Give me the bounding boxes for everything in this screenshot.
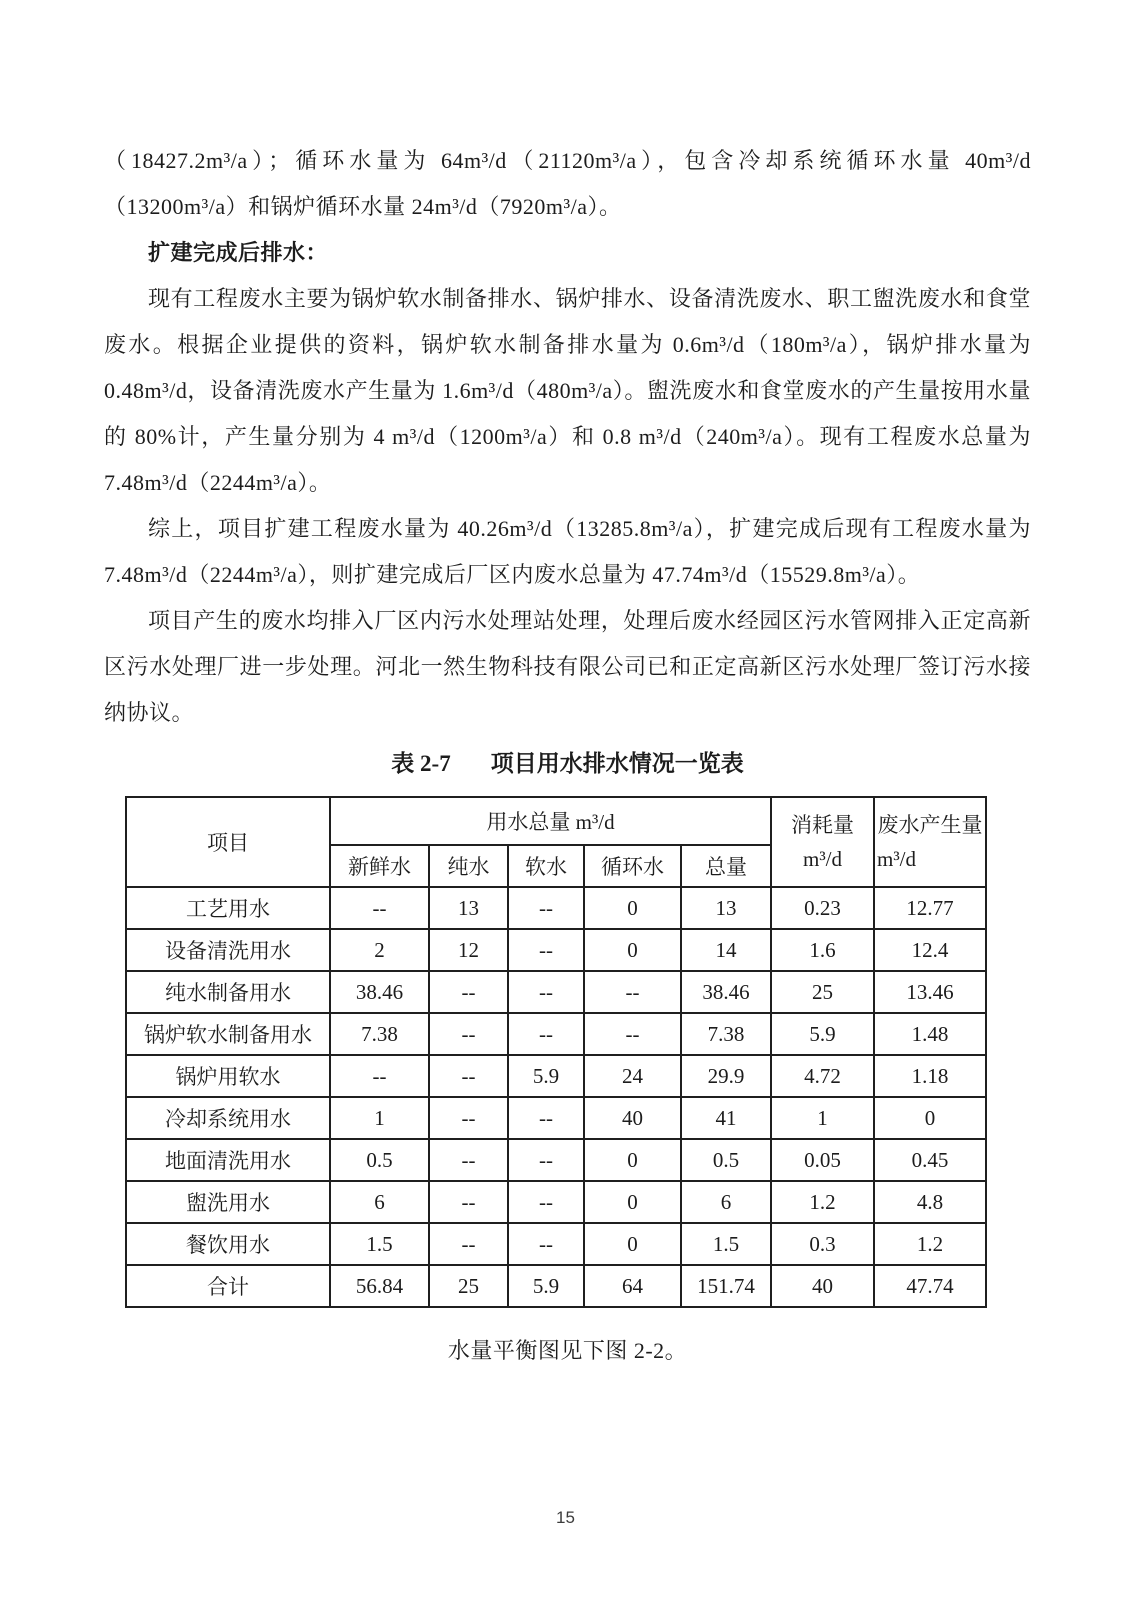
table-caption [104, 748, 1031, 780]
table-cell: -- [508, 1013, 584, 1055]
table-cell: 1 [771, 1097, 874, 1139]
table-cell: -- [429, 1181, 508, 1223]
table-row [126, 1013, 986, 1055]
col-header-consumption-label: 消耗量 [791, 813, 854, 837]
table-cell: 0 [584, 929, 681, 971]
table-row [126, 1181, 986, 1223]
table-cell: 0.05 [771, 1139, 874, 1181]
paragraph-wastewater-summary: 综上，项目扩建工程废水量为 40.26m³/d（13285.8m³/a），扩建完成后现有工程废水量为 7.48m³/d（2244m³/a），则扩建完成后厂区内废水总量为 47.74m³/d（15529.8m³/a）。 [104, 516, 1031, 587]
table-cell: 4.8 [874, 1181, 986, 1223]
table-cell: -- [508, 1139, 584, 1181]
table-cell: 25 [429, 1265, 508, 1307]
table-row [126, 887, 986, 929]
col-header-consumption-unit: m³/d [803, 847, 842, 871]
table-row [126, 929, 986, 971]
table-cell: 纯水制备用水 [126, 971, 330, 1013]
paragraph-treatment-agreement: 项目产生的废水均排入厂区内污水处理站处理，处理后废水经园区污水管网排入正定高新区污水处理厂进一步处理。河北一然生物科技有限公司已和正定高新区污水处理厂签订污水接纳协议。 [104, 608, 1031, 725]
table-row [126, 1265, 986, 1307]
col-header-wastewater-unit: m³/d [877, 847, 916, 871]
table-cell: 40 [771, 1265, 874, 1307]
table-body [126, 887, 986, 1307]
table-cell: 38.46 [330, 971, 429, 1013]
table-cell: 0.23 [771, 887, 874, 929]
table-cell: -- [429, 1097, 508, 1139]
table-cell: 1.48 [874, 1013, 986, 1055]
col-header-pure-water: 纯水 [429, 845, 508, 887]
table-cell: 0 [584, 887, 681, 929]
table-cell: 13.46 [874, 971, 986, 1013]
table-cell: 0 [874, 1097, 986, 1139]
table-row [126, 1097, 986, 1139]
paragraph-existing-wastewater: 现有工程废水主要为锅炉软水制备排水、锅炉排水、设备清洗废水、职工盥洗废水和食堂废水。根据企业提供的资料，锅炉软水制备排水量为 0.6m³/d（180m³/a），锅炉排水量为 0.48m³/d，设备清洗废水产生量为 1.6m³/d（480m³/a）。盥洗废水和食堂废水的产生量按用水量的 80%计，产生量分别为 4 m³/d（1200m³/a）和 0.8 m³/d（240m³/a）。现有工程废水总量为 7.48m³/d（2244m³/a）。 [104, 286, 1031, 495]
col-header-soft-water: 软水 [508, 845, 584, 887]
table-cell: 冷却系统用水 [126, 1097, 330, 1139]
col-header-wastewater-label: 废水产生量 [877, 813, 983, 837]
table-row [126, 1055, 986, 1097]
table-cell: 1.6 [771, 929, 874, 971]
table-cell: -- [429, 971, 508, 1013]
table-cell: 1.18 [874, 1055, 986, 1097]
table-cell: -- [429, 1139, 508, 1181]
table-cell: 餐饮用水 [126, 1223, 330, 1265]
table-cell: 1 [330, 1097, 429, 1139]
table-cell: -- [330, 887, 429, 929]
table-cell: -- [584, 971, 681, 1013]
table-cell: 12 [429, 929, 508, 971]
col-header-wastewater [874, 797, 986, 887]
table-cell: -- [429, 1055, 508, 1097]
table-cell: -- [508, 1223, 584, 1265]
table-caption-label: 表 2-7 [391, 751, 451, 776]
table-cell: 合计 [126, 1265, 330, 1307]
table-cell: 0.5 [681, 1139, 771, 1181]
table-cell: 0.45 [874, 1139, 986, 1181]
col-header-consumption [771, 797, 874, 887]
table-cell: -- [429, 1013, 508, 1055]
table-cell: 锅炉软水制备用水 [126, 1013, 330, 1055]
table-cell: -- [429, 1223, 508, 1265]
table-cell: 6 [681, 1181, 771, 1223]
table-cell: 14 [681, 929, 771, 971]
table-cell: 锅炉用软水 [126, 1055, 330, 1097]
page-number: 15 [556, 1508, 575, 1527]
table-caption-title: 项目用水排水情况一览表 [490, 751, 744, 776]
table-cell: 56.84 [330, 1265, 429, 1307]
table-cell: 设备清洗用水 [126, 929, 330, 971]
table-cell: 13 [429, 887, 508, 929]
table-cell: 7.38 [681, 1013, 771, 1055]
table-cell: -- [508, 971, 584, 1013]
table-cell: 5.9 [508, 1265, 584, 1307]
table-cell: 4.72 [771, 1055, 874, 1097]
table-cell: 工艺用水 [126, 887, 330, 929]
table-cell: 41 [681, 1097, 771, 1139]
table-cell: 6 [330, 1181, 429, 1223]
col-header-fresh-water: 新鲜水 [330, 845, 429, 887]
table-cell: 0 [584, 1181, 681, 1223]
table-cell: 2 [330, 929, 429, 971]
table-cell: -- [330, 1055, 429, 1097]
table-cell: -- [508, 1097, 584, 1139]
table-cell: 1.2 [874, 1223, 986, 1265]
table-cell: 13 [681, 887, 771, 929]
table-cell: 12.4 [874, 929, 986, 971]
table-cell: -- [508, 887, 584, 929]
table-cell: 47.74 [874, 1265, 986, 1307]
table-cell: 38.46 [681, 971, 771, 1013]
table-cell: 盥洗用水 [126, 1181, 330, 1223]
table-cell: 151.74 [681, 1265, 771, 1307]
table-cell: 12.77 [874, 887, 986, 929]
table-row [126, 1223, 986, 1265]
water-balance-note: 水量平衡图见下图 2-2。 [447, 1338, 688, 1363]
table-cell: -- [584, 1013, 681, 1055]
col-header-item: 项目 [126, 797, 330, 887]
table-cell: 0 [584, 1139, 681, 1181]
table-cell: 0.3 [771, 1223, 874, 1265]
table-row [126, 971, 986, 1013]
table-cell: 5.9 [771, 1013, 874, 1055]
table-row [126, 1139, 986, 1181]
table-cell: 0 [584, 1223, 681, 1265]
table-cell: 1.2 [771, 1181, 874, 1223]
table-cell: 25 [771, 971, 874, 1013]
table-cell: 5.9 [508, 1055, 584, 1097]
col-header-usage-group: 用水总量 m³/d [330, 797, 771, 845]
table-cell: 40 [584, 1097, 681, 1139]
table-cell: 24 [584, 1055, 681, 1097]
water-usage-table [125, 796, 987, 1308]
col-header-circulating-water: 循环水 [584, 845, 681, 887]
table-cell: 1.5 [681, 1223, 771, 1265]
table-cell: 7.38 [330, 1013, 429, 1055]
table-cell: 64 [584, 1265, 681, 1307]
table-cell: -- [508, 929, 584, 971]
table-cell: -- [508, 1181, 584, 1223]
paragraph-circulating-water: （18427.2m³/a）；循环水量为 64m³/d（21120m³/a），包含冷却系统循环水量 40m³/d（13200m³/a）和锅炉循环水量 24m³/d（7920m³/a）。 [104, 148, 1031, 219]
col-header-total: 总量 [681, 845, 771, 887]
table-cell: 1.5 [330, 1223, 429, 1265]
table-cell: 0.5 [330, 1139, 429, 1181]
table-cell: 地面清洗用水 [126, 1139, 330, 1181]
table-cell: 29.9 [681, 1055, 771, 1097]
section-heading-drainage: 扩建完成后排水： [148, 240, 329, 265]
